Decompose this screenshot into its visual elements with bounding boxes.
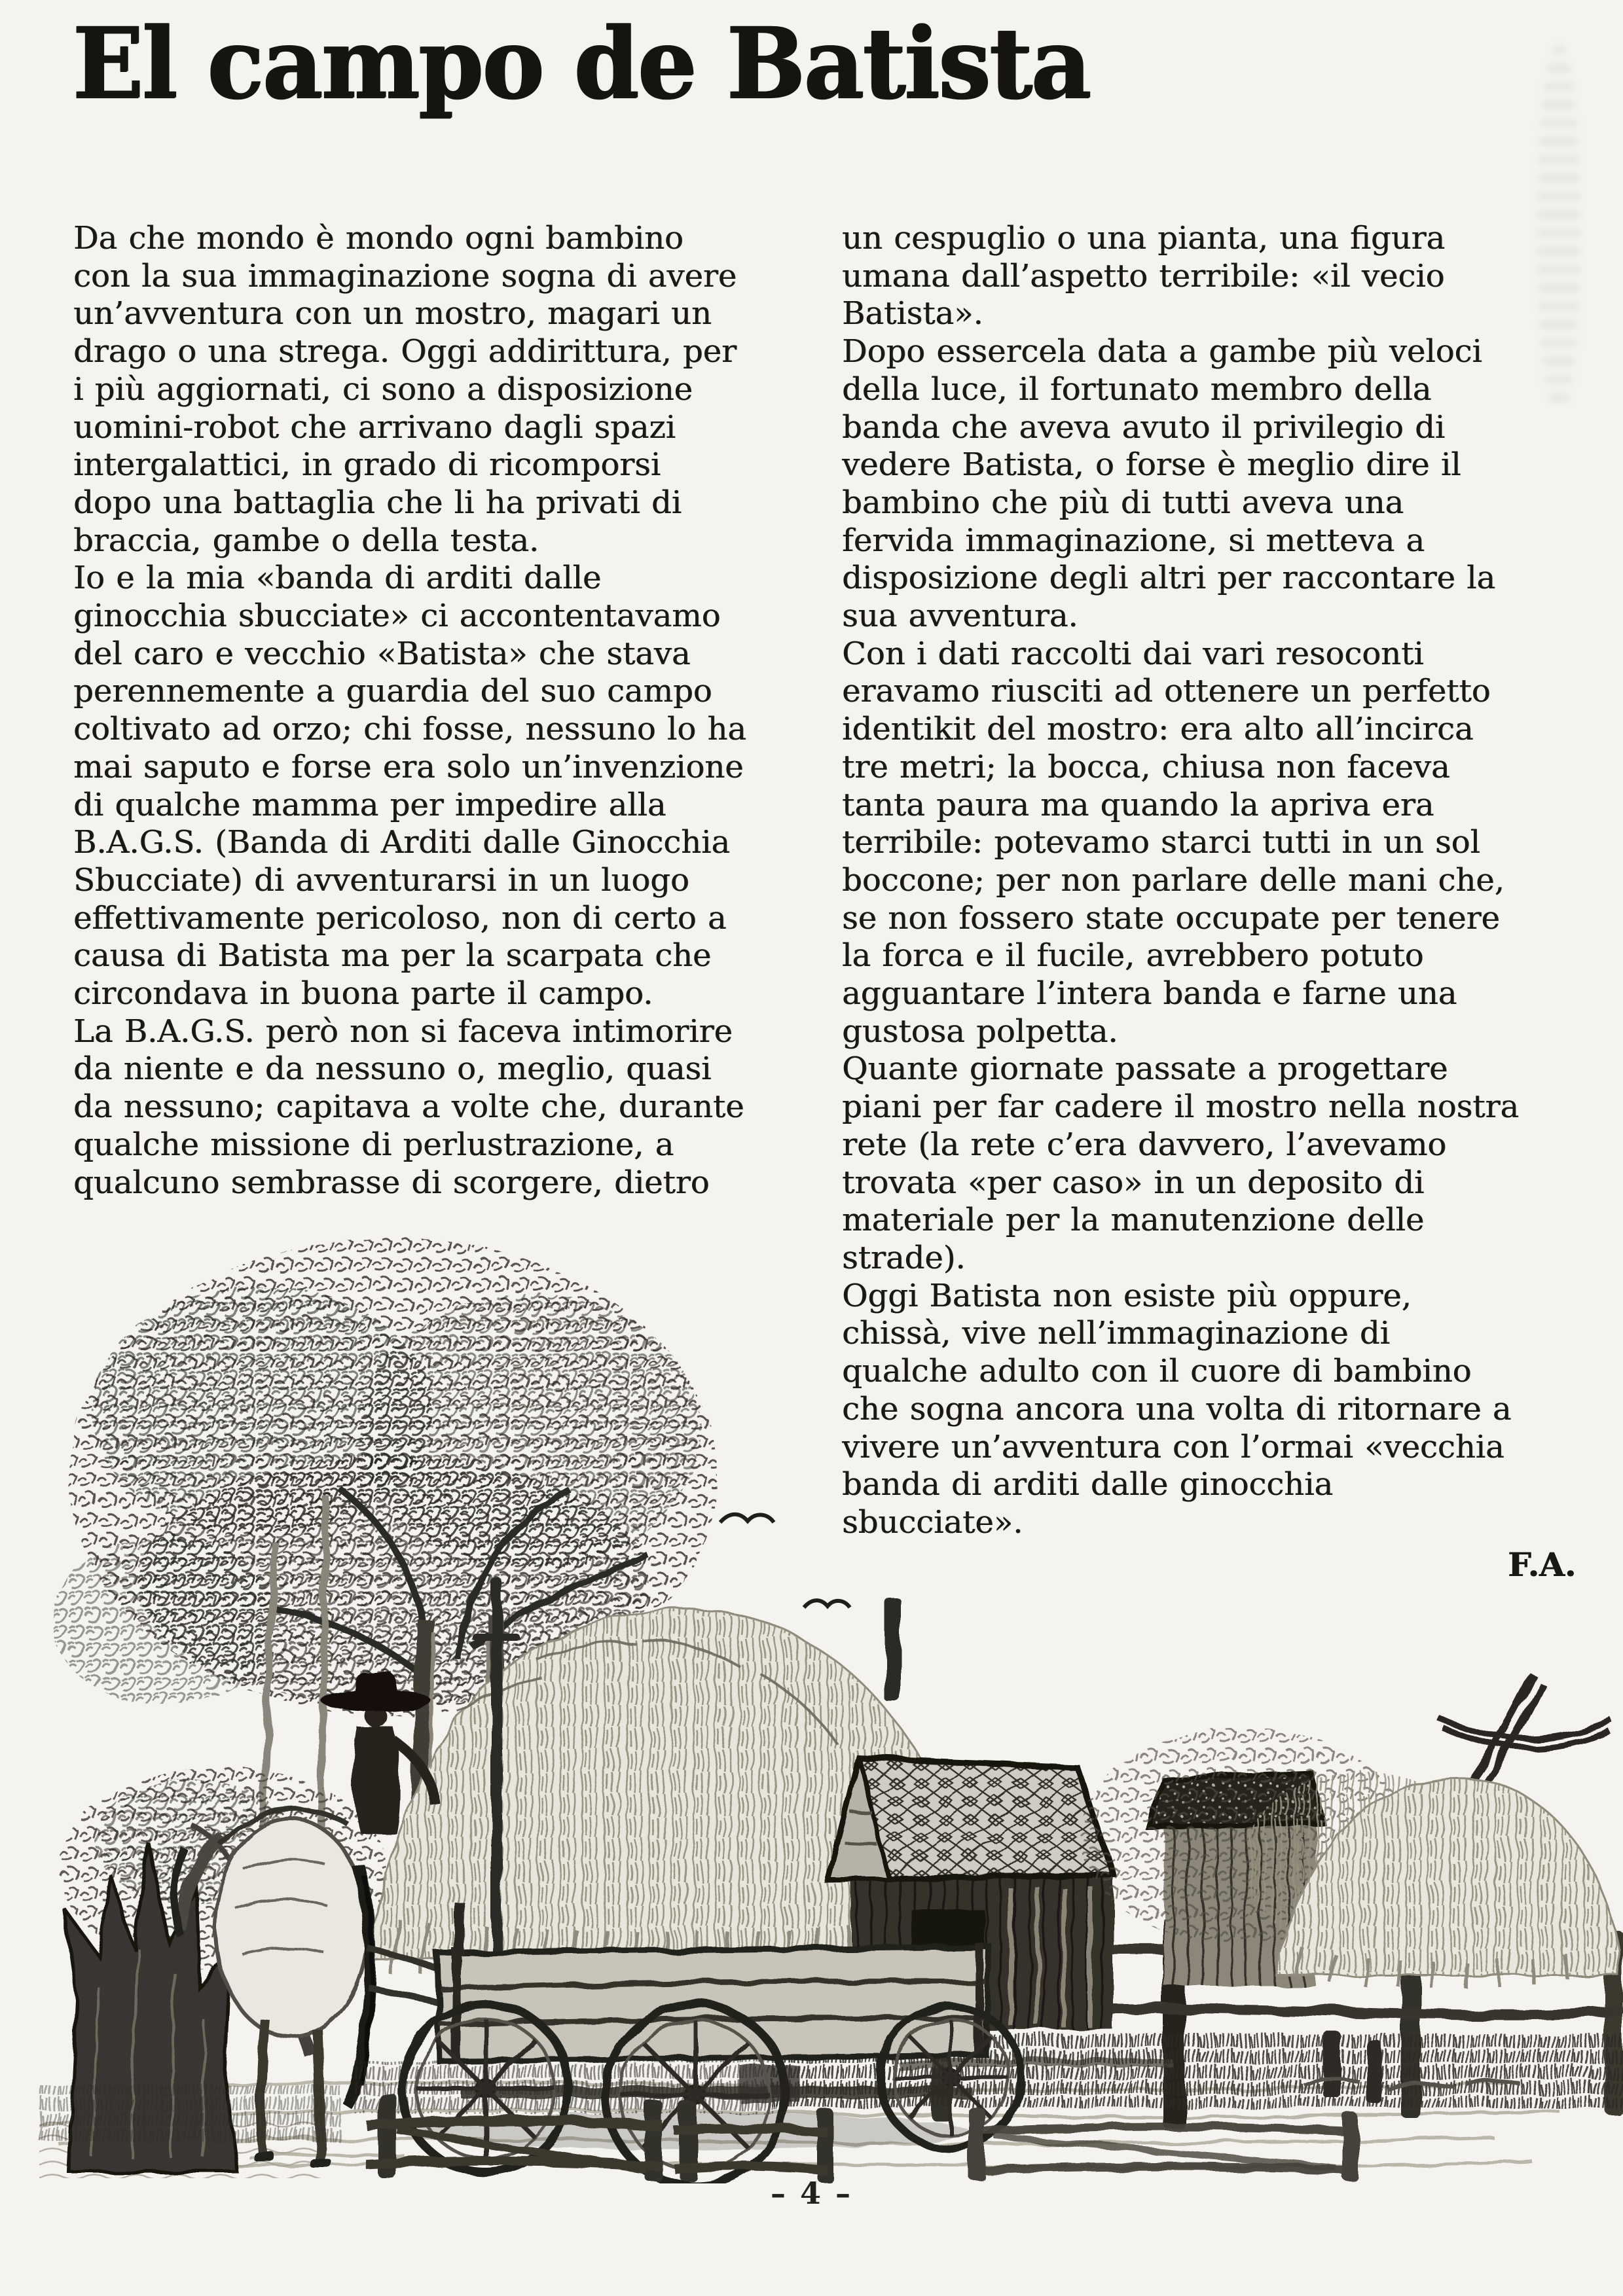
text-line: banda di arditi dalle ginocchia — [842, 1466, 1333, 1503]
text-line: da nessuno; capitava a volte che, durante — [73, 1088, 744, 1126]
text-line: identikit del mostro: era alto all’incirca — [842, 711, 1474, 748]
text-line: bambino che più di tutti aveva una — [842, 484, 1404, 521]
text-line: trovata «per caso» in un deposito di — [842, 1164, 1425, 1201]
text-line: banda che aveva avuto il privilegio di — [842, 408, 1446, 446]
text-line: qualche adulto con il cuore di bambino — [842, 1353, 1472, 1390]
text-line: materiale per la manutenzione delle — [842, 1202, 1425, 1239]
text-line: tre metri; la bocca, chiusa non faceva — [842, 748, 1450, 785]
text-line: disposizione degli altri per raccontare la — [842, 560, 1496, 597]
text-line: un cespuglio o una pianta, una figura — [842, 220, 1446, 257]
farm-illustration — [0, 1215, 1623, 2183]
article-column-left — [73, 220, 797, 1202]
text-line: vivere un’avventura con l’ormai «vecchia — [842, 1428, 1504, 1465]
text-line: Sbucciate) di avventurarsi in un luogo — [73, 861, 689, 899]
text-line: un’avventura con un mostro, magari un — [73, 295, 712, 332]
text-line: che sogna ancora una volta di ritornare a — [842, 1390, 1512, 1427]
pole-peg — [473, 1634, 520, 1641]
text-line: Io e la mia «banda di arditi dalle — [73, 560, 602, 597]
text-line: ginocchia sbucciate» ci accontentavamo — [73, 598, 721, 635]
text-line: agguantare l’intera banda e farne una — [842, 975, 1457, 1013]
text-line: i più aggiornati, ci sono a disposizione — [73, 370, 693, 408]
text-line: vedere Batista, o forse è meglio dire il — [842, 446, 1461, 484]
text-line: circondava in buona parte il campo. — [73, 975, 653, 1013]
text-line: gustosa polpetta. — [842, 1013, 1118, 1050]
text-line: Dopo essercela data a gambe più veloci — [842, 333, 1482, 370]
text-line: sbucciate». — [842, 1503, 1023, 1541]
text-line: drago o una strega. Oggi addirittura, per — [73, 333, 737, 370]
text-line: di qualche mamma per impedire alla — [73, 786, 666, 823]
text-line: boccone; per non parlare delle mani che, — [842, 861, 1504, 899]
text-line: se non fossero state occupate per tenere — [842, 899, 1500, 937]
text-line: terribile: potevamo starci tutti in un sol — [842, 824, 1480, 861]
text-line: causa di Batista ma per la scarpata che — [73, 937, 712, 975]
text-line: Da che mondo è mondo ogni bambino — [73, 220, 684, 257]
text-line: del caro e vecchio «Batista» che stava — [73, 635, 691, 672]
text-line: la forca e il fucile, avrebbero potuto — [842, 937, 1424, 975]
text-line: rete (la rete c’era davvero, l’avevamo — [842, 1126, 1447, 1163]
text-line: umana dall’aspetto terribile: «il vecio — [842, 257, 1445, 295]
text-line: B.A.G.S. (Banda di Arditi dalle Ginocchia — [73, 824, 730, 861]
text-line: perennemente a guardia del suo campo — [73, 673, 712, 710]
text-line: strade). — [842, 1239, 966, 1276]
text-line: braccia, gambe o della testa. — [73, 522, 539, 559]
page-number: – 4 – — [770, 2176, 853, 2211]
page-title: El campo de Batista — [72, 7, 1089, 121]
text-line: intergalattici, in grado di ricomporsi — [73, 446, 661, 484]
text-line: eravamo riusciti ad ottenere un perfetto — [842, 673, 1491, 710]
text-line: della luce, il fortunato membro della — [842, 370, 1432, 408]
text-line: qualche missione di perlustrazione, a — [73, 1126, 674, 1163]
text-line: tanta paura ma quando la apriva era — [842, 786, 1434, 823]
text-line: fervida immaginazione, si metteva a — [842, 522, 1425, 559]
text-line: uomini-robot che arrivano dagli spazi — [73, 408, 676, 446]
text-line: Quante giornate passate a progettare — [842, 1050, 1448, 1088]
text-line: Batista». — [842, 295, 983, 332]
text-line: mai saputo e forse era solo un’invenzione — [73, 748, 744, 785]
text-line: da niente e da nessuno o, meglio, quasi — [73, 1050, 712, 1088]
text-line: dopo una battaglia che li ha privati di — [73, 484, 682, 521]
text-line: La B.A.G.S. però non si faceva intimorire — [73, 1013, 733, 1050]
text-line: coltivato ad orzo; chi fosse, nessuno lo ha — [73, 711, 746, 748]
text-line: effettivamente pericoloso, non di certo a — [73, 899, 727, 937]
text-line: chissà, vive nell’immaginazione di — [842, 1315, 1390, 1352]
text-line: sua avventura. — [842, 598, 1078, 635]
author-initials: F.A. — [1507, 1545, 1576, 1584]
text-line: qualcuno sembrasse di scorgere, dietro — [73, 1164, 710, 1201]
text-line: Con i dati raccolti dai vari resoconti — [842, 635, 1424, 672]
text-line: Oggi Batista non esiste più oppure, — [842, 1277, 1412, 1314]
hay-post — [885, 1598, 901, 1702]
text-line: piani per far cadere il mostro nella nostra — [842, 1088, 1519, 1126]
text-line: con la sua immaginazione sogna di avere — [73, 257, 737, 295]
